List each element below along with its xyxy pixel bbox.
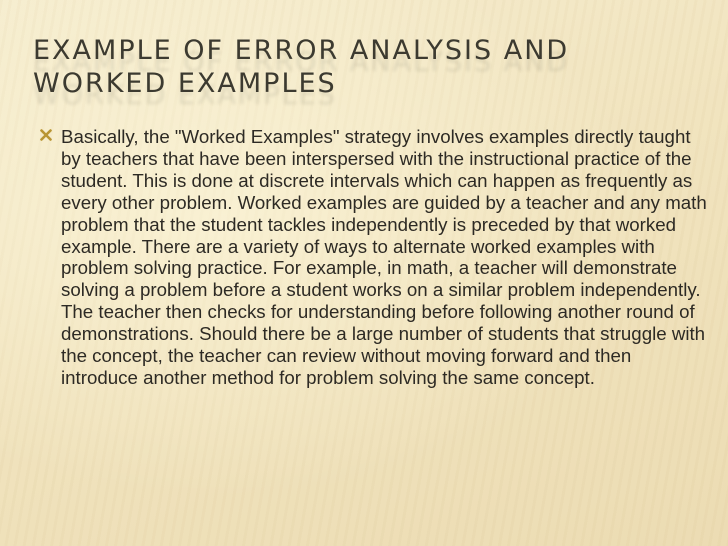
x-mark-bullet-icon [40,129,52,141]
slide-title: EXAMPLE OF ERROR ANALYSIS AND WORKED EXAMPLES [33,35,570,99]
bullet-list [40,126,710,389]
bullet-item [40,126,710,389]
bullet-text: Basically, the "Worked Examples" strategy involves examples directly taught by teachers that have been interspersed with the instructional practice of the student. This is done at discrete intervals which can happen as frequently as every other problem. Worked examples are guided by a teacher and any math problem that the student tackles independently is preceded by that worked example. There are a variety of ways to alternate worked examples with problem solving practice. For example, in math, a teacher will demonstrate solving a problem before a student works on a similar problem independently. The teacher then checks for understanding before following another round of demonstrations. Should there be a large number of students that struggle with the concept, the teacher can review without moving forward and then introduce another method for problem solving the same concept. [61,126,707,388]
